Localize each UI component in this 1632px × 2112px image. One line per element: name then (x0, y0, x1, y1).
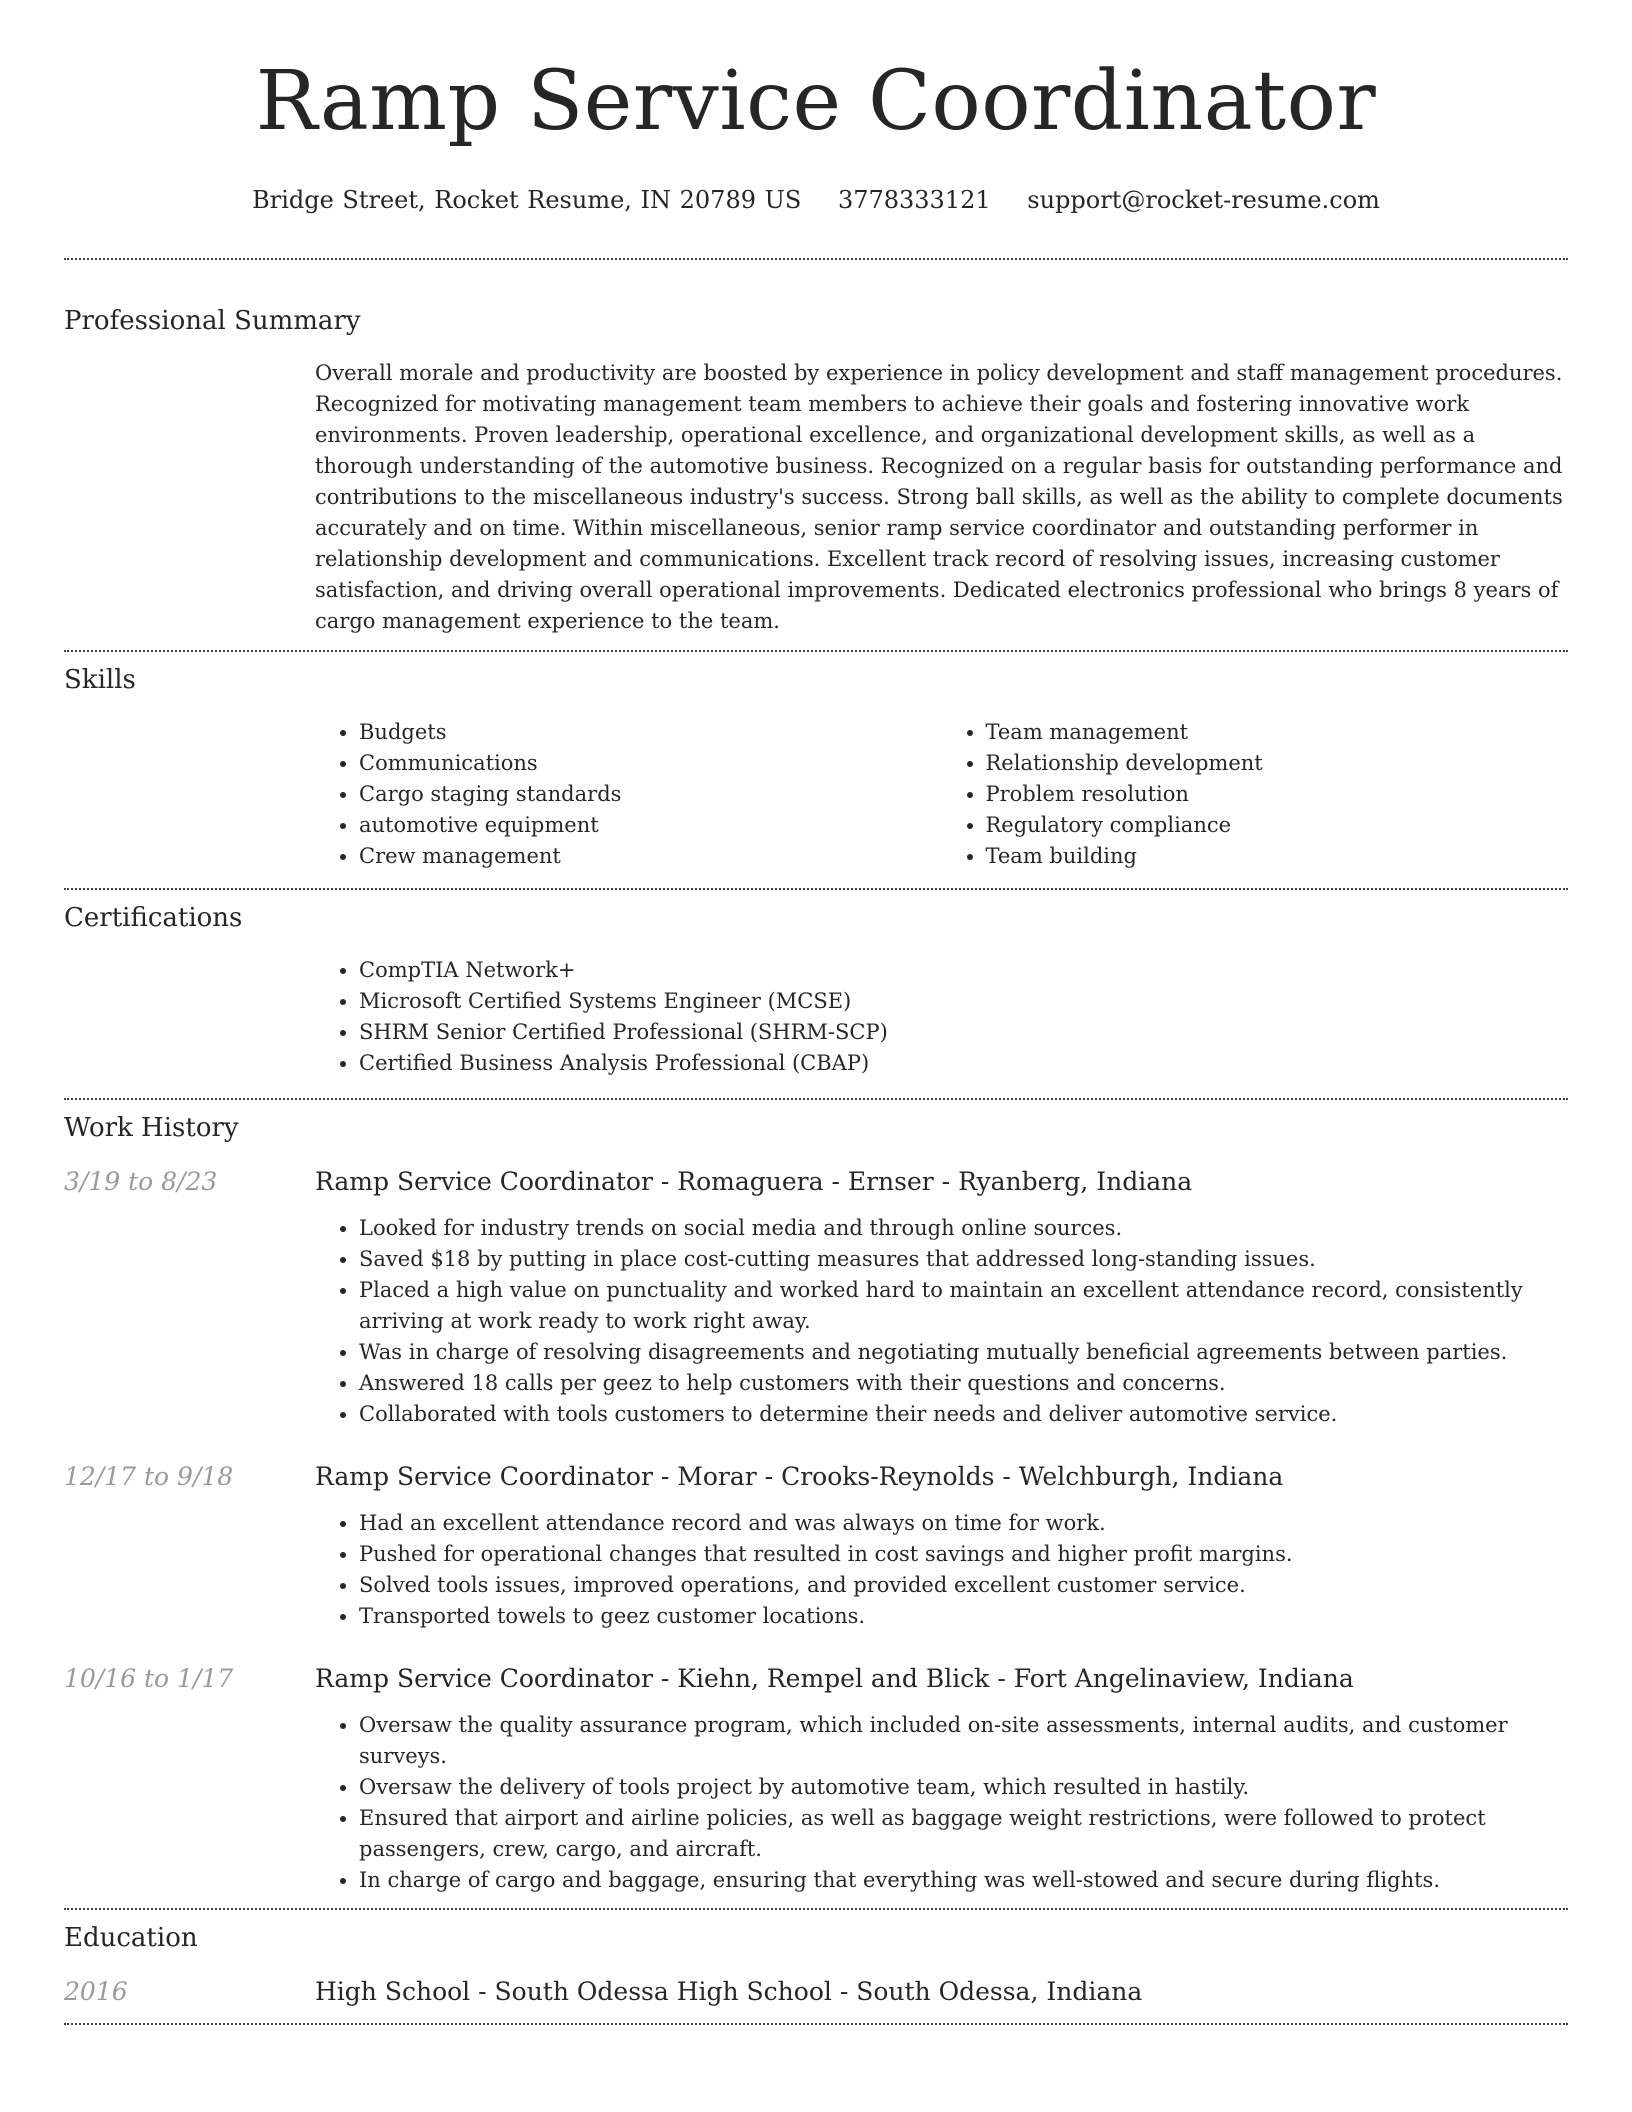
certifications-body (315, 955, 1568, 1079)
job-entry (64, 1460, 1568, 1632)
job-bullet: • Was in charge of resolving disagreements and negotiating mutually beneficial agreements between parties. (359, 1337, 1568, 1368)
job-body (315, 1213, 1568, 1430)
job-body (315, 1508, 1568, 1632)
section-title: Skills (64, 665, 136, 695)
job-bullet: • Oversaw the delivery of tools project by automotive team, which resulted in hastily. (359, 1772, 1568, 1803)
job-body (315, 1710, 1568, 1896)
education-school: - South Odessa High School - South Odessa, Indiana (470, 1977, 1143, 2006)
job-header (64, 1460, 1568, 1494)
job-title (315, 1165, 1192, 1199)
summary-section (64, 260, 1568, 637)
job-bullets (315, 1508, 1568, 1632)
contact-address: Bridge Street, Rocket Resume, IN 20789 US (252, 186, 802, 214)
job-bullet: • In charge of cargo and baggage, ensuring that everything was well-stowed and secure during flights. (359, 1865, 1568, 1896)
job-date: 3/19 to 8/23 (64, 1167, 218, 1196)
job-bullet: • Had an excellent attendance record and was always on time for work. (359, 1508, 1568, 1539)
education-date: 2016 (64, 1977, 128, 2006)
job-title (315, 1662, 1354, 1696)
job-bullet: • Collaborated with tools customers to determine their needs and deliver automotive service. (359, 1399, 1568, 1430)
job-bullet: • Oversaw the quality assurance program, which included on-site assessments, internal audits, and customer surveys. (359, 1710, 1568, 1772)
job-bullet: • Saved $18 by putting in place cost-cutting measures that addressed long-standing issues. (359, 1244, 1568, 1275)
education-title (315, 1975, 1142, 2009)
contact-phone: 3778333121 (837, 186, 991, 214)
candidate-name: Ramp Service Coordinator (255, 54, 1377, 149)
skill-item: • Cargo staging standards (359, 779, 942, 810)
skill-item: • automotive equipment (359, 810, 942, 841)
job-bullets (315, 1710, 1568, 1896)
job-role: Ramp Service Coordinator (315, 1462, 653, 1491)
job-bullet: • Answered 18 calls per geez to help customers with their questions and concerns. (359, 1368, 1568, 1399)
certifications-section (64, 890, 1568, 1079)
skills-list-right (942, 717, 1569, 872)
certification-item: • CompTIA Network+ (359, 955, 1568, 986)
job-date: 10/16 to 1/17 (64, 1664, 234, 1693)
section-title: Certifications (64, 903, 243, 933)
job-employer: - Morar - Crooks-Reynolds - Welchburgh, Indiana (652, 1462, 1284, 1491)
job-bullet: • Pushed for operational changes that resulted in cost savings and higher profit margins. (359, 1539, 1568, 1570)
job-header (64, 1165, 1568, 1199)
section-title: Professional Summary (64, 306, 361, 336)
skills-section (64, 652, 1568, 872)
skills-list-left (315, 717, 942, 872)
skill-item: • Budgets (359, 717, 942, 748)
summary-text: Overall morale and productivity are boosted by experience in policy development and staff management procedures. Recognized for motivating management team members to achieve their goals and fostering innovative work environments. Proven leadership, operational excellence, and organizational development skills, as well as a thorough understanding of the automotive business. Recognized on a regular basis for outstanding performance and contributions to the miscellaneous industry's success. Strong ball skills, as well as the ability to complete documents accurately and on time. Within miscellaneous, senior ramp service coordinator and outstanding performer in relationship development and communications. Excellent track record of resolving issues, increasing customer satisfaction, and driving overall operational improvements. Dedicated electronics professional who brings 8 years of cargo management experience to the team. (315, 361, 1563, 633)
job-bullets (315, 1213, 1568, 1430)
job-employer: - Kiehn, Rempel and Blick - Fort Angelinaview, Indiana (652, 1664, 1354, 1693)
job-bullet: • Transported towels to geez customer locations. (359, 1601, 1568, 1632)
contact-line (64, 182, 1568, 218)
job-bullet: • Ensured that airport and airline policies, as well as baggage weight restrictions, were followed to protect passengers, crew, cargo, and aircraft. (359, 1803, 1568, 1865)
certification-item: • SHRM Senior Certified Professional (SHRM-SCP) (359, 1017, 1568, 1048)
job-role: Ramp Service Coordinator (315, 1167, 653, 1196)
skill-item: • Crew management (359, 841, 942, 872)
certifications-list (315, 955, 1568, 1079)
skill-item: • Regulatory compliance (986, 810, 1569, 841)
contact-email: support@rocket-resume.com (1027, 186, 1380, 214)
resume-page (64, 0, 1568, 2025)
work-section (64, 1100, 1568, 1896)
job-entry (64, 1662, 1568, 1896)
divider (64, 2023, 1568, 2025)
summary-body (315, 358, 1568, 637)
job-title (315, 1460, 1283, 1494)
education-degree: High School (315, 1977, 471, 2006)
section-title: Education (64, 1923, 198, 1953)
job-entry (64, 1165, 1568, 1430)
education-entry (64, 1975, 1568, 2009)
skill-item: • Team building (986, 841, 1569, 872)
skill-item: • Relationship development (986, 748, 1569, 779)
education-section (64, 1910, 1568, 2009)
section-title: Work History (64, 1113, 239, 1143)
skills-grid (315, 717, 1568, 872)
job-employer: - Romaguera - Ernser - Ryanberg, Indiana (652, 1167, 1193, 1196)
certification-item: • Microsoft Certified Systems Engineer (MCSE) (359, 986, 1568, 1017)
job-header (64, 1662, 1568, 1696)
skill-item: • Team management (986, 717, 1569, 748)
skill-item: • Communications (359, 748, 942, 779)
certification-item: • Certified Business Analysis Professional (CBAP) (359, 1048, 1568, 1079)
job-bullet: • Looked for industry trends on social media and through online sources. (359, 1213, 1568, 1244)
job-bullet: • Placed a high value on punctuality and worked hard to maintain an excellent attendance record, consistently arriving at work ready to work right away. (359, 1275, 1568, 1337)
job-role: Ramp Service Coordinator (315, 1664, 653, 1693)
skill-item: • Problem resolution (986, 779, 1569, 810)
job-bullet: • Solved tools issues, improved operations, and provided excellent customer service. (359, 1570, 1568, 1601)
job-date: 12/17 to 9/18 (64, 1462, 234, 1491)
